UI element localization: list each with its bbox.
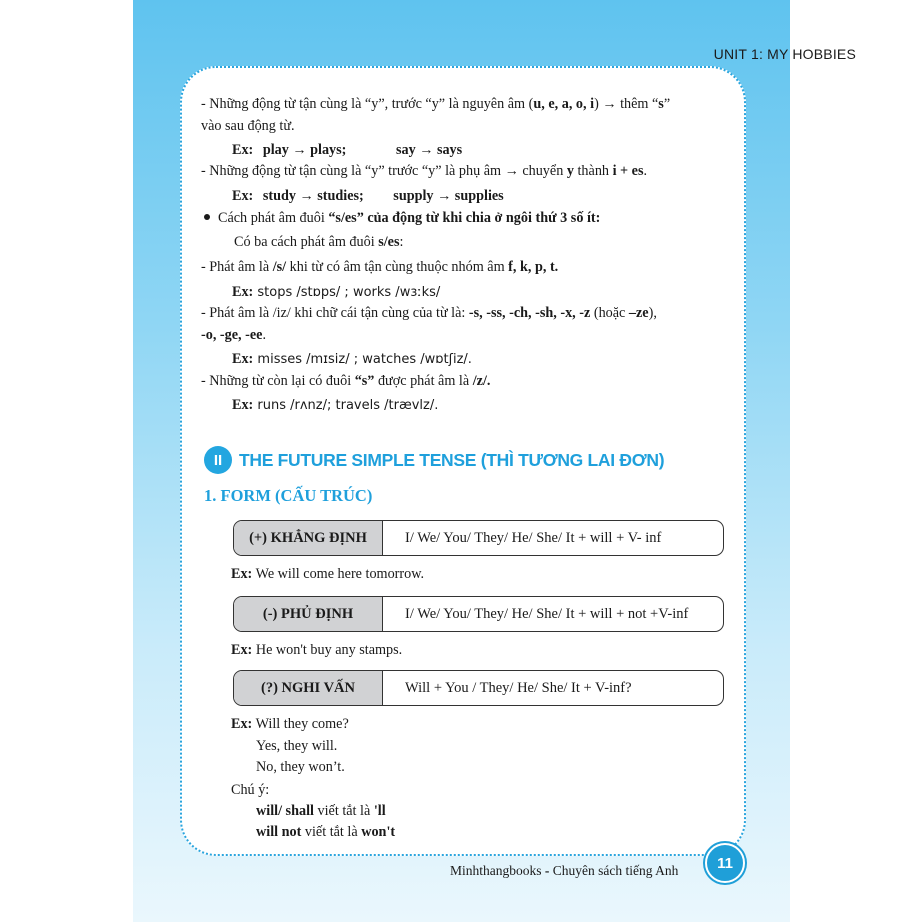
form-formula-affirmative: I/ We/ You/ They/ He/ She/ It + will + V- inf bbox=[405, 529, 662, 546]
page-number: 11 bbox=[705, 843, 745, 883]
section-number-badge: II bbox=[204, 446, 232, 474]
example-runs: Ex: runs /rʌnz/; travels /trævlz/. bbox=[232, 397, 439, 413]
note-will-not: will not viết tắt là won't bbox=[256, 824, 396, 840]
example-misses: Ex: misses /mɪsiz/ ; watches /wɒtʃiz/. bbox=[232, 351, 472, 367]
pron-iz-rule: - Phát âm là /iz/ khi chữ cái tận cùng của từ là: -s, -ss, -ch, -sh, -x, -z (hoặc –ze), bbox=[201, 305, 657, 321]
pronunciation-intro: Có ba cách phát âm đuôi s/es: bbox=[234, 234, 404, 250]
rule-y-consonant: - Những động từ tận cùng là “y” trước “y” là phụ âm → chuyển y thành i + es. bbox=[201, 163, 648, 179]
example-question: Ex: Will they come? bbox=[231, 716, 349, 732]
rule-y-vowel: - Những động từ tận cùng là “y”, trước “y” là nguyên âm (u, e, a, o, i) → thêm “s” bbox=[201, 96, 671, 112]
section-heading bbox=[204, 446, 664, 474]
form-box-negative bbox=[233, 596, 724, 632]
bullet-pronunciation: Cách phát âm đuôi “s/es” của động từ khi chia ở ngôi thứ 3 số ít: bbox=[204, 207, 600, 229]
example-stops: Ex: stops /stɒps/ ; works /wɜːks/ bbox=[232, 284, 441, 300]
form-label-question: (?) NGHI VẤN bbox=[234, 671, 383, 705]
pron-iz-rule-cont: -o, -ge, -ee. bbox=[201, 327, 266, 343]
note-title: Chú ý: bbox=[231, 782, 270, 798]
note-shall: will/ shall viết tắt là 'll bbox=[256, 803, 386, 819]
section-title: THE FUTURE SIMPLE TENSE (THÌ TƯƠNG LAI ĐƠN) bbox=[239, 449, 665, 470]
example-studies: Ex: study → studies; supply → supplies bbox=[232, 188, 504, 204]
form-formula-question: Will + You / They/ He/ She/ It + V-inf? bbox=[405, 679, 632, 696]
form-box-question bbox=[233, 670, 724, 706]
example-affirmative: Ex: We will come here tomorrow. bbox=[231, 566, 425, 582]
example-negative: Ex: He won't buy any stamps. bbox=[231, 642, 403, 658]
answer-no: No, they won’t. bbox=[256, 759, 345, 775]
answer-yes: Yes, they will. bbox=[256, 738, 338, 754]
bullet-icon bbox=[204, 214, 210, 220]
pron-s-rule: - Phát âm là /s/ khi từ có âm tận cùng thuộc nhóm âm f, k, p, t. bbox=[201, 259, 559, 275]
form-formula-negative: I/ We/ You/ They/ He/ She/ It + will + not +V-inf bbox=[405, 605, 689, 622]
form-box-affirmative bbox=[233, 520, 724, 556]
form-subheading: 1. FORM (CẤU TRÚC) bbox=[204, 486, 373, 505]
unit-title: UNIT 1: MY HOBBIES bbox=[713, 46, 856, 62]
footer-brand: Minhthangbooks - Chuyên sách tiếng Anh bbox=[450, 863, 679, 878]
rule-y-vowel-cont: vào sau động từ. bbox=[201, 118, 295, 134]
pron-z-rule: - Những từ còn lại có đuôi “s” được phát âm là /z/. bbox=[201, 373, 491, 389]
example-plays: Ex: play → plays; say → says bbox=[232, 142, 463, 158]
form-label-negative: (-) PHỦ ĐỊNH bbox=[234, 597, 383, 631]
form-label-affirmative: (+) KHẲNG ĐỊNH bbox=[234, 521, 383, 555]
